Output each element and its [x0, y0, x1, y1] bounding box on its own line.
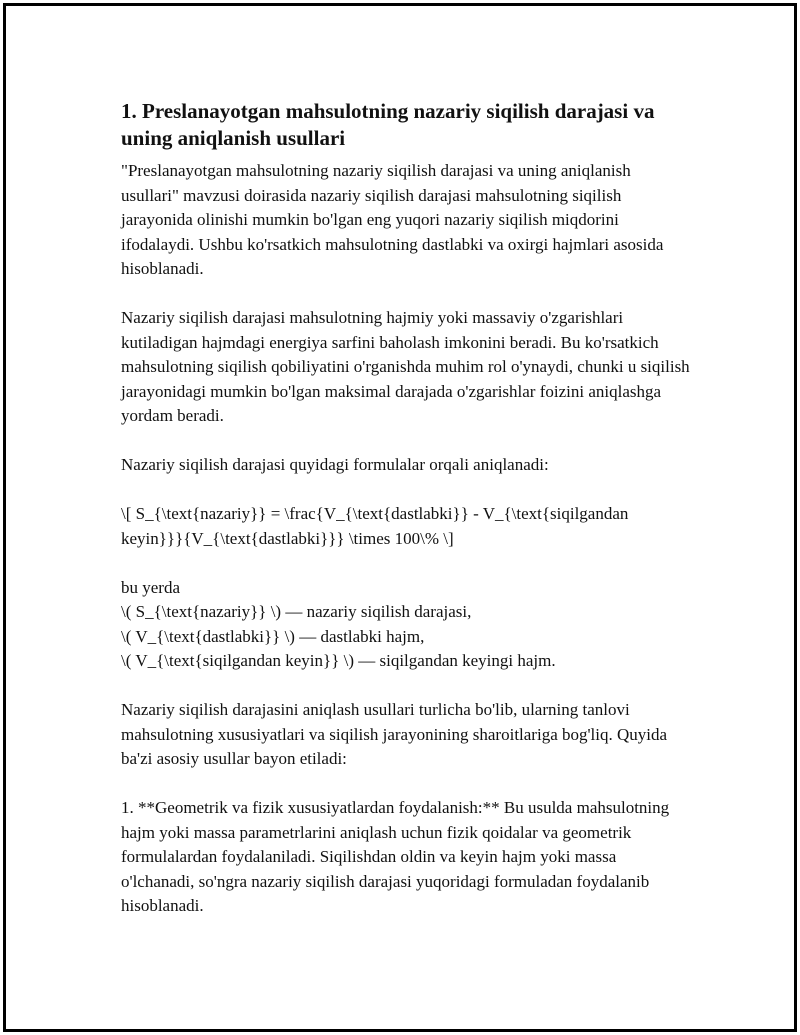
paragraph-methods-intro: Nazariy siqilish darajasini aniqlash usullari turlicha bo'lib, ularning tanlovi mahsulotning xususiyatlari va siqilish jarayonining sharoitlariga bog'liq. Quyida ba'zi asosiy usullar bayon etiladi:	[121, 700, 668, 768]
document-body	[121, 98, 691, 943]
legend-intro: bu yerda	[121, 577, 181, 597]
legend-item-v-dastlabki: \( V_{\text{dastlabki}} \) — dastlabki hajm,	[121, 626, 425, 646]
section-heading: 1. Preslanayotgan mahsulotning nazariy siqilish darajasi va uning aniqlanish usullari	[121, 99, 655, 150]
page-frame	[3, 3, 797, 1032]
paragraph-description: Nazariy siqilish darajasi mahsulotning hajmiy yoki massaviy o'zgarishlari kutiladigan hajmdagi energiya sarfini baholash imkonini beradi. Bu ko'rsatkich mahsulotning siqilish qobiliyatini o'rganishda muhim rol o'ynaydi, chunki u siqilish jarayonidagi mumkin bo'lgan maksimal darajada o'zgarishlar foizini aniqlashga yordam beradi.	[121, 308, 690, 425]
paragraph-formula-intro: Nazariy siqilish darajasi quyidagi formulalar orqali aniqlanadi:	[121, 455, 549, 474]
formula-legend	[121, 576, 691, 674]
paragraph-method-1: 1. **Geometrik va fizik xususiyatlardan foydalanish:** Bu usulda mahsulotning hajm yoki massa parametrlarini aniqlash uchun fizik qoidalar va geometrik formulalardan foydalaniladi. Siqilishdan oldin va keyin hajm yoki massa o'lchanadi, so'ngra nazariy siqilish darajasi yuqoridagi formuladan foydalanib hisoblanadi.	[121, 798, 670, 915]
legend-item-v-siqilgandan: \( V_{\text{siqilgandan keyin}} \) — siqilgandan keyingi hajm.	[121, 651, 556, 670]
formula: \[ S_{\text{nazariy}} = \frac{V_{\text{dastlabki}} - V_{\text{siqilgandan keyin}}}{V_{\text{dastlabki}}} \times 100\% \]	[121, 504, 629, 548]
legend-item-s-nazariy: \( S_{\text{nazariy}} \) — nazariy siqilish darajasi,	[121, 602, 472, 621]
paragraph-intro: "Preslanayotgan mahsulotning nazariy siqilish darajasi va uning aniqlanish usullari" mavzusi doirasida nazariy siqilish darajasi mahsulotning siqilish jarayonida olinishi mumkin bo'lgan eng yuqori nazariy siqilish miqdorini ifodalaydi. Ushbu ko'rsatkich mahsulotning dastlabki va oxirgi hajmlari asosida hisoblanadi.	[121, 161, 664, 278]
